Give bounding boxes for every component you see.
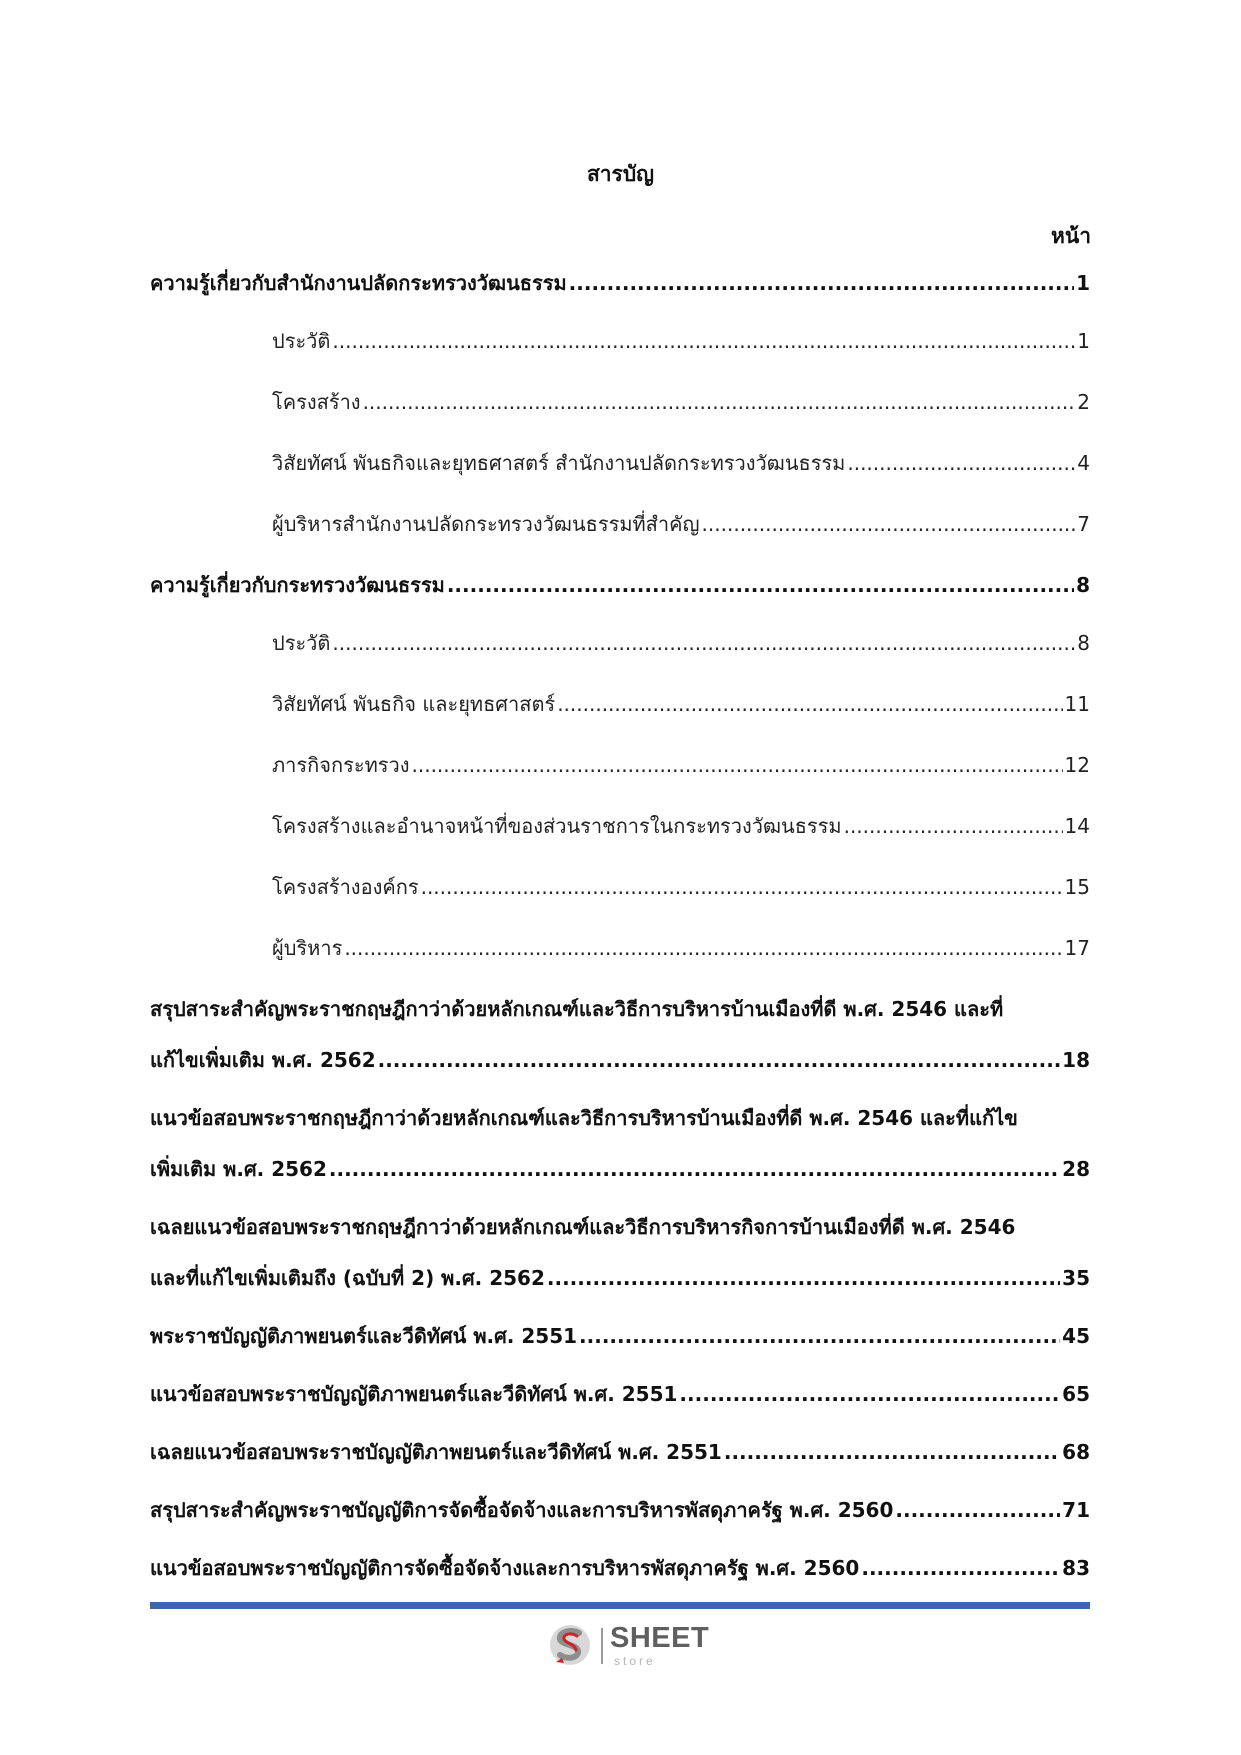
toc-entry-title: แนวข้อสอบพระราชบัญญัติภาพยนตร์และวีดิทัศน์ พ.ศ. 2551	[150, 1382, 678, 1406]
toc-entry-section	[150, 1437, 1090, 1467]
page-title: สารบัญ	[586, 162, 655, 186]
toc-page-number: 83	[1062, 1556, 1090, 1580]
toc-page-number: 17	[1064, 936, 1090, 960]
toc-entry-subsection	[150, 872, 1090, 902]
toc-entry-title: พระราชบัญญัติภาพยนตร์และวีดิทัศน์ พ.ศ. 2551	[150, 1324, 578, 1348]
toc-leader-dots	[421, 872, 1063, 902]
toc-entry-title-line1: เฉลยแนวข้อสอบพระราชกฤษฎีกาว่าด้วยหลักเกณฑ์และวิธีการบริหารกิจการบ้านเมืองที่ดี พ.ศ. 2546	[150, 1215, 1016, 1239]
toc-entry-section	[150, 1379, 1090, 1409]
toc-entry-title-line1: สรุปสาระสำคัญพระราชกฤษฎีกาว่าด้วยหลักเกณฑ์และวิธีการบริหารบ้านเมืองที่ดี พ.ศ. 2546 และที่	[150, 997, 1004, 1021]
logo-subtext: store	[614, 1654, 656, 1668]
toc-entry-title: ภารกิจกระทรวง	[272, 753, 410, 777]
toc-page-number: 15	[1064, 875, 1090, 899]
toc-entry-title: เฉลยแนวข้อสอบพระราชบัญญัติภาพยนตร์และวีดิทัศน์ พ.ศ. 2551	[150, 1440, 722, 1464]
toc-leader-dots	[679, 1379, 1060, 1409]
toc-leader-dots	[332, 628, 1075, 658]
toc-page-number: 14	[1064, 814, 1090, 838]
toc-entry-subsection	[150, 326, 1090, 356]
toc-entry-title-line2: เพิ่มเติม พ.ศ. 2562	[150, 1157, 327, 1181]
toc-page-number: 2	[1077, 390, 1090, 414]
toc-leader-dots	[579, 1321, 1060, 1351]
toc-leader-dots	[378, 1045, 1061, 1075]
toc-entry-subsection	[150, 448, 1090, 478]
toc-leader-dots	[569, 268, 1074, 298]
toc-entry-section	[150, 1212, 1090, 1293]
toc-entry-title: วิสัยทัศน์ พันธกิจและยุทธศาสตร์ สำนักงานปลัดกระทรวงวัฒนธรรม	[272, 451, 846, 475]
toc-entry-subsection	[150, 387, 1090, 417]
toc-page-number: 35	[1062, 1266, 1090, 1290]
logo-divider	[601, 1628, 603, 1664]
toc-entry-title: ประวัติ	[272, 329, 331, 353]
toc-page-number: 8	[1077, 631, 1090, 655]
toc-entry-title-line1: แนวข้อสอบพระราชกฤษฎีกาว่าด้วยหลักเกณฑ์และวิธีการบริหารบ้านเมืองที่ดี พ.ศ. 2546 และที่แก้ไข	[150, 1106, 1018, 1130]
toc-entry-title-line2: แก้ไขเพิ่มเติม พ.ศ. 2562	[150, 1048, 376, 1072]
toc-leader-dots	[895, 1495, 1060, 1525]
toc-entry-subsection	[150, 750, 1090, 780]
toc-entry-title: ประวัติ	[272, 631, 331, 655]
toc-entry-title: โครงสร้างองค์กร	[272, 875, 419, 899]
toc-entry-title: ความรู้เกี่ยวกับกระทรวงวัฒนธรรม	[150, 573, 445, 597]
toc-entry-title: โครงสร้าง	[272, 390, 361, 414]
footer-rule	[150, 1602, 1090, 1609]
toc-leader-dots	[861, 1553, 1060, 1583]
toc-page-number: 68	[1062, 1440, 1090, 1464]
toc-entry-subsection	[150, 689, 1090, 719]
toc-leader-dots	[557, 689, 1062, 719]
toc-page-number: 45	[1062, 1324, 1090, 1348]
toc-page-number: 71	[1062, 1498, 1090, 1522]
toc-leader-dots	[844, 811, 1063, 841]
toc-page-number: 8	[1076, 573, 1090, 597]
toc-page-number: 65	[1062, 1382, 1090, 1406]
sheet-store-logo	[548, 1620, 728, 1672]
toc-leader-dots	[724, 1437, 1060, 1467]
toc-entry-title: ผู้บริหาร	[272, 936, 343, 960]
toc-leader-dots	[363, 387, 1076, 417]
toc-entry-section	[150, 1553, 1090, 1583]
toc-leader-dots	[847, 448, 1075, 478]
toc-page-number: 12	[1064, 753, 1090, 777]
toc-page-number: 7	[1077, 512, 1090, 536]
toc-leader-dots	[412, 750, 1063, 780]
toc-entry-section	[150, 1321, 1090, 1351]
toc-page-number: 28	[1062, 1157, 1090, 1181]
toc-entry-title: สรุปสาระสำคัญพระราชบัญญัติการจัดซื้อจัดจ้างและการบริหารพัสดุภาครัฐ พ.ศ. 2560	[150, 1498, 894, 1522]
toc-leader-dots	[344, 933, 1062, 963]
toc-page-number: 18	[1062, 1048, 1090, 1072]
toc-leader-dots	[332, 326, 1075, 356]
toc-leader-dots	[702, 509, 1076, 539]
toc-entry-section	[150, 1103, 1090, 1184]
toc-entry-section	[150, 1495, 1090, 1525]
toc-entry-title: แนวข้อสอบพระราชบัญญัติการจัดซื้อจัดจ้างและการบริหารพัสดุภาครัฐ พ.ศ. 2560	[150, 1556, 860, 1580]
toc-entry-title-line2: และที่แก้ไขเพิ่มเติมถึง (ฉบับที่ 2) พ.ศ. 2562	[150, 1266, 545, 1290]
toc-page-number: 1	[1077, 329, 1090, 353]
toc-entry-section	[150, 570, 1090, 600]
table-of-contents	[150, 268, 1090, 1611]
toc-page-number: 4	[1077, 451, 1090, 475]
toc-leader-dots	[547, 1263, 1060, 1293]
sheet-store-s-icon	[548, 1622, 592, 1668]
toc-entry-subsection	[150, 509, 1090, 539]
toc-leader-dots	[447, 570, 1074, 600]
toc-page-number: 1	[1076, 271, 1090, 295]
toc-entry-section	[150, 994, 1090, 1075]
logo-wordmark: SHEET	[610, 1622, 710, 1654]
toc-entry-subsection	[150, 933, 1090, 963]
toc-entry-title: โครงสร้างและอำนาจหน้าที่ของส่วนราชการในกระทรวงวัฒนธรรม	[272, 814, 842, 838]
toc-entry-section	[150, 268, 1090, 298]
toc-entry-title: วิสัยทัศน์ พันธกิจ และยุทธศาสตร์	[272, 692, 556, 716]
toc-entry-subsection	[150, 811, 1090, 841]
toc-page-number: 11	[1064, 692, 1090, 716]
toc-entry-subsection	[150, 628, 1090, 658]
toc-leader-dots	[329, 1154, 1060, 1184]
toc-entry-title: ผู้บริหารสำนักงานปลัดกระทรวงวัฒนธรรมที่สำคัญ	[272, 512, 700, 536]
page-column-header: หน้า	[1051, 224, 1091, 248]
toc-entry-title: ความรู้เกี่ยวกับสำนักงานปลัดกระทรวงวัฒนธรรม	[150, 271, 567, 295]
